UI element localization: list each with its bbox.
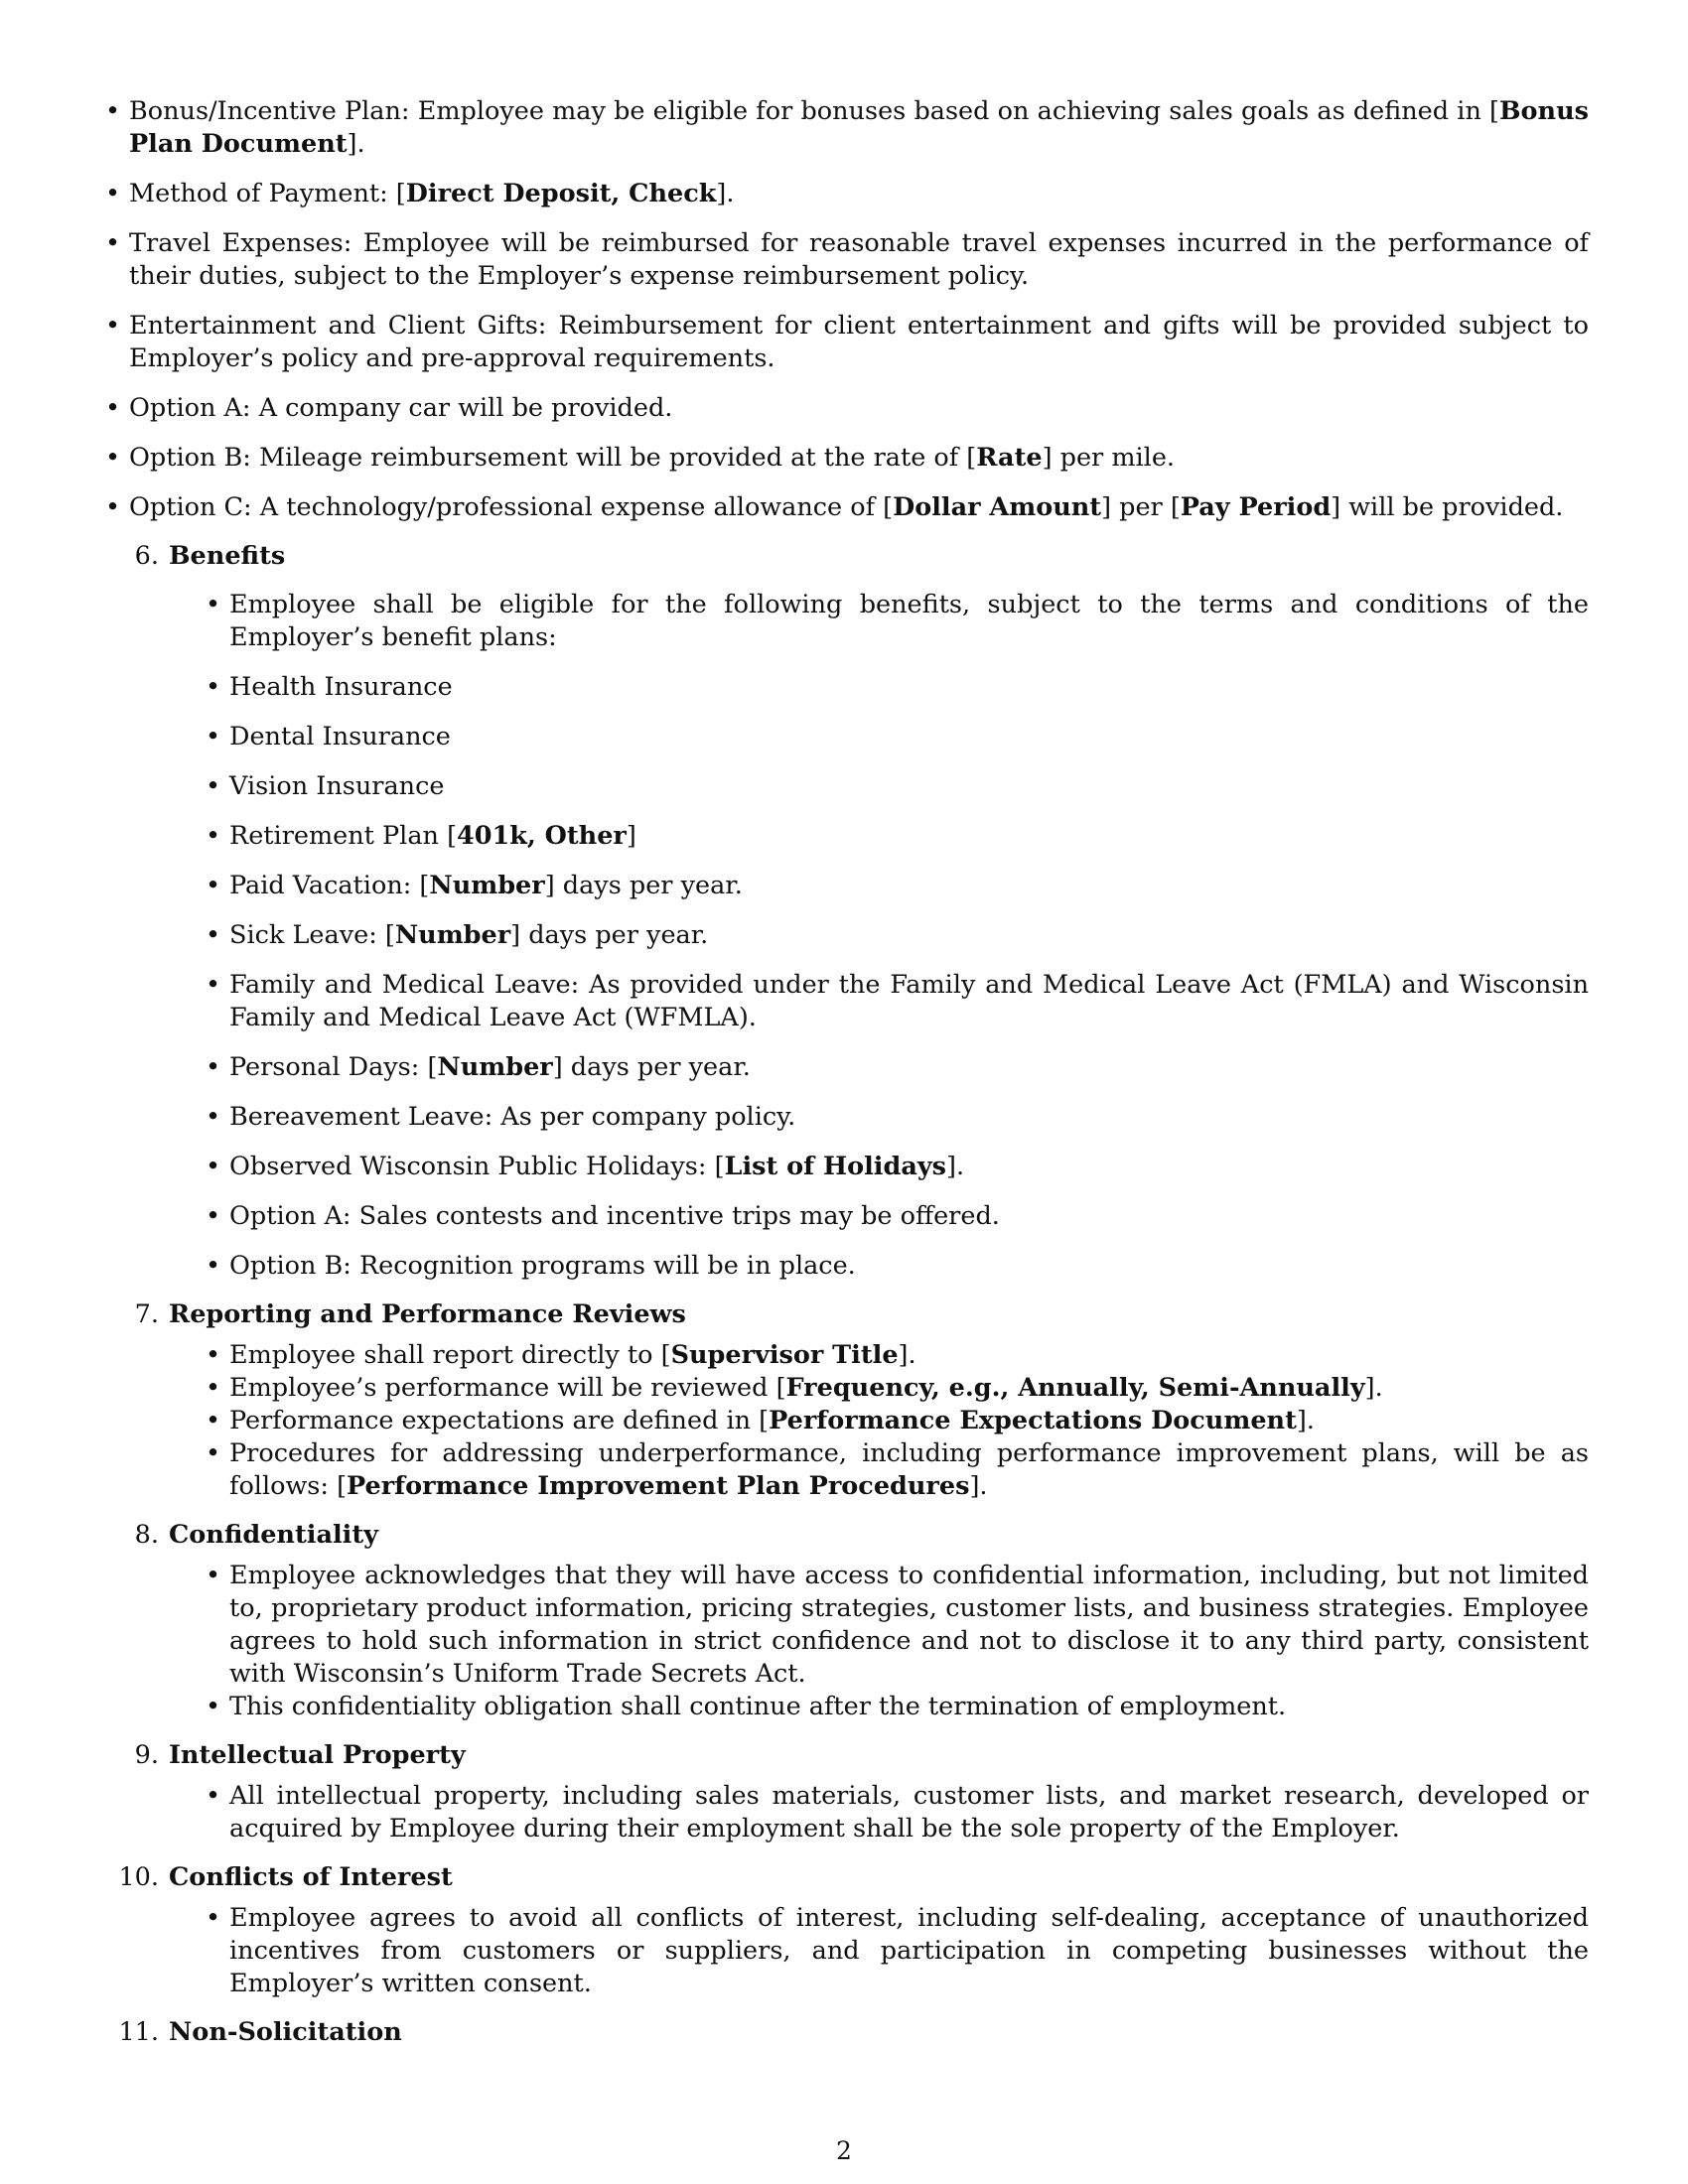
list-item [229,1560,1589,1691]
list-item-text [229,1051,1589,1084]
section-conflicts-of-interest [118,1861,1589,2000]
list-item [229,1902,1589,2000]
list-item [229,671,1589,704]
document-body [118,95,1589,2065]
list-item [229,1051,1589,1084]
item-text: Option A: Sales contests and incentive trips may be offered. [229,1201,1000,1231]
list-item [229,1250,1589,1283]
list-item [229,1200,1589,1233]
list-item [229,820,1589,853]
list-item-text [229,1200,1589,1233]
list-item [229,1339,1589,1372]
item-text: Retirement Plan [ [229,821,458,851]
list-item [229,1437,1589,1503]
placeholder-field: Dollar Amount [893,492,1102,522]
placeholder-field: Direct Deposit, Check [405,179,717,208]
list-item [129,491,1589,524]
list-item-text [229,1372,1589,1405]
section-items [169,1560,1589,1723]
item-text: Employee’s performance will be reviewed [ [229,1373,786,1403]
list-item [129,310,1589,375]
item-text: Family and Medical Leave: As provided under the Family and Medical Leave Act (FMLA) and Wisconsin Family and Medical Leave Act (WFMLA). [229,970,1589,1032]
item-text: Employee agrees to avoid all conflicts of interest, including self-dealing, acceptance of unauthorized incentives from customers or suppliers, and participation in competing businesses without the Employer’s written consent. [229,1903,1589,1998]
item-text: Option C: A technology/professional expense allowance of [ [129,492,894,522]
section-title: Conflicts of Interest [169,1862,453,1892]
item-text: Personal Days: [ [229,1052,438,1082]
item-text-after: ]. [969,1471,988,1501]
section-number: 6. [134,541,159,571]
item-text-after: ] [626,821,636,851]
list-item [229,1151,1589,1183]
list-item [229,1405,1589,1437]
section-items [169,1780,1589,1845]
item-text: Paid Vacation: [ [229,871,430,900]
page-number: 2 [836,2136,852,2165]
list-item [229,969,1589,1034]
list-item [129,178,1589,210]
section-number: 10. [118,1862,159,1892]
list-item [229,721,1589,753]
section-title: Confidentiality [169,1520,378,1550]
section-title: Intellectual Property [169,1740,466,1770]
section-title: Reporting and Performance Reviews [169,1299,686,1329]
list-item-text [229,671,1589,704]
item-text: Procedures for addressing underperformance, including performance improvement plans, will be as follows: [ [229,1438,1589,1501]
list-item-text [229,1902,1589,2000]
list-item-text [229,870,1589,902]
section-title: Benefits [169,541,286,571]
section-intellectual-property [129,1739,1589,1845]
placeholder-field: Pay Period [1180,492,1332,522]
item-text: Performance expectations are defined in [ [229,1406,770,1435]
placeholder-field: Frequency, e.g., Annually, Semi-Annually [785,1373,1365,1403]
item-text: Employee acknowledges that they will have access to confidential information, including, but not limited to, proprietary product information, pricing strategies, customer lists, and business strategies. Employee agrees to hold such information in strict confidence and not to disclose it to any third party, consistent with Wisconsin’s Uniform Trade Secrets Act. [229,1561,1589,1689]
item-text-after: ] days per year. [552,1052,751,1082]
list-item-text [229,919,1589,952]
list-item [229,1780,1589,1845]
list-item-text [229,1101,1589,1134]
list-item-text [129,95,1589,161]
list-item-text [229,969,1589,1034]
section-items [169,1339,1589,1503]
list-item-text [229,1250,1589,1283]
placeholder-field: Performance Improvement Plan Procedures [347,1471,970,1501]
item-text: This confidentiality obligation shall continue after the termination of employment. [229,1692,1287,1721]
item-text-after: ] days per year. [510,920,709,950]
list-item [229,919,1589,952]
section-items [169,589,1589,1283]
item-text: Method of Payment: [ [129,179,406,208]
item-text-after: ]. [898,1340,916,1370]
item-text: Bonus/Incentive Plan: Employee may be eligible for bonuses based on achieving sales goals as defined in [ [129,96,1499,126]
section-title: Non-Solicitation [169,2017,402,2047]
item-text-after: ]. [347,129,365,159]
list-item-text [229,1437,1589,1503]
item-text-after: ] days per year. [544,871,743,900]
section-number: 11. [118,2017,159,2047]
section-list [118,540,1589,2049]
item-text: Option B: Mileage reimbursement will be provided at the rate of [ [129,443,977,473]
item-text: Option A: A company car will be provided. [129,393,673,423]
placeholder-field: Number [429,871,545,900]
item-text-after: ] will be provided. [1331,492,1564,522]
list-item-text [129,227,1589,293]
list-item-text [129,442,1589,475]
item-text-after: ] per [ [1101,492,1181,522]
item-text: Entertainment and Client Gifts: Reimbursement for client entertainment and gifts will be provided subject to Employer’s policy and pre-approval requirements. [129,311,1589,373]
placeholder-field: Number [437,1052,553,1082]
placeholder-field: Bonus Plan Document [129,96,1589,159]
list-item-text [229,820,1589,853]
section-reporting-and-performance-reviews [129,1298,1589,1503]
placeholder-field: Number [394,920,511,950]
list-item-text [229,1560,1589,1691]
item-text: Observed Wisconsin Public Holidays: [ [229,1152,725,1181]
item-text-after: ]. [1296,1406,1315,1435]
list-item-text [229,1151,1589,1183]
list-item-text [129,491,1589,524]
list-item [129,227,1589,293]
section-number: 8. [134,1520,159,1550]
item-text: Vision Insurance [229,771,445,801]
compensation-continued-list [29,95,1589,524]
list-item-text [129,392,1589,425]
placeholder-field: Supervisor Title [670,1340,899,1370]
list-item [129,95,1589,161]
section-confidentiality [129,1519,1589,1723]
item-text: All intellectual property, including sales materials, customer lists, and market research, developed or acquired by Employee during their employment shall be the sole property of the Employer. [229,1781,1589,1843]
placeholder-field: List of Holidays [724,1152,947,1181]
list-item [129,442,1589,475]
item-text: Travel Expenses: Employee will be reimbursed for reasonable travel expenses incurred in the performance of their duties, subject to the Employer’s expense reimbursement policy. [129,228,1589,291]
list-item-text [129,310,1589,375]
list-item [229,770,1589,803]
item-text-after: ]. [1364,1373,1383,1403]
item-text-after: ]. [946,1152,965,1181]
list-item-text [229,1780,1589,1845]
section-non-solicitation [118,2016,1589,2049]
section-number: 9. [134,1740,159,1770]
item-text-after: ] per mile. [1042,443,1176,473]
list-item-text [229,721,1589,753]
section-number: 7. [134,1299,159,1329]
section-items [169,1902,1589,2000]
item-text: Employee shall be eligible for the following benefits, subject to the terms and conditions of the Employer’s benefit plans: [229,590,1589,652]
list-item-text [229,1405,1589,1437]
list-item [129,392,1589,425]
placeholder-field: Rate [976,443,1043,473]
list-item [229,1691,1589,1723]
list-item-text [229,589,1589,654]
item-text: Dental Insurance [229,722,451,751]
placeholder-field: Performance Expectations Document [769,1406,1297,1435]
list-item [229,1101,1589,1134]
item-text: Employee shall report directly to [ [229,1340,671,1370]
item-text-after: ]. [716,179,735,208]
item-text: Option B: Recognition programs will be in place. [229,1251,856,1281]
list-item-text [229,1691,1589,1723]
section-benefits [129,540,1589,1283]
list-item-text [129,178,1589,210]
list-item [229,1372,1589,1405]
placeholder-field: 401k, Other [457,821,627,851]
list-item-text [229,770,1589,803]
list-item [229,870,1589,902]
list-item-text [229,1339,1589,1372]
item-text: Bereavement Leave: As per company policy. [229,1102,796,1132]
item-text: Sick Leave: [ [229,920,395,950]
item-text: Health Insurance [229,672,453,702]
list-item [229,589,1589,654]
